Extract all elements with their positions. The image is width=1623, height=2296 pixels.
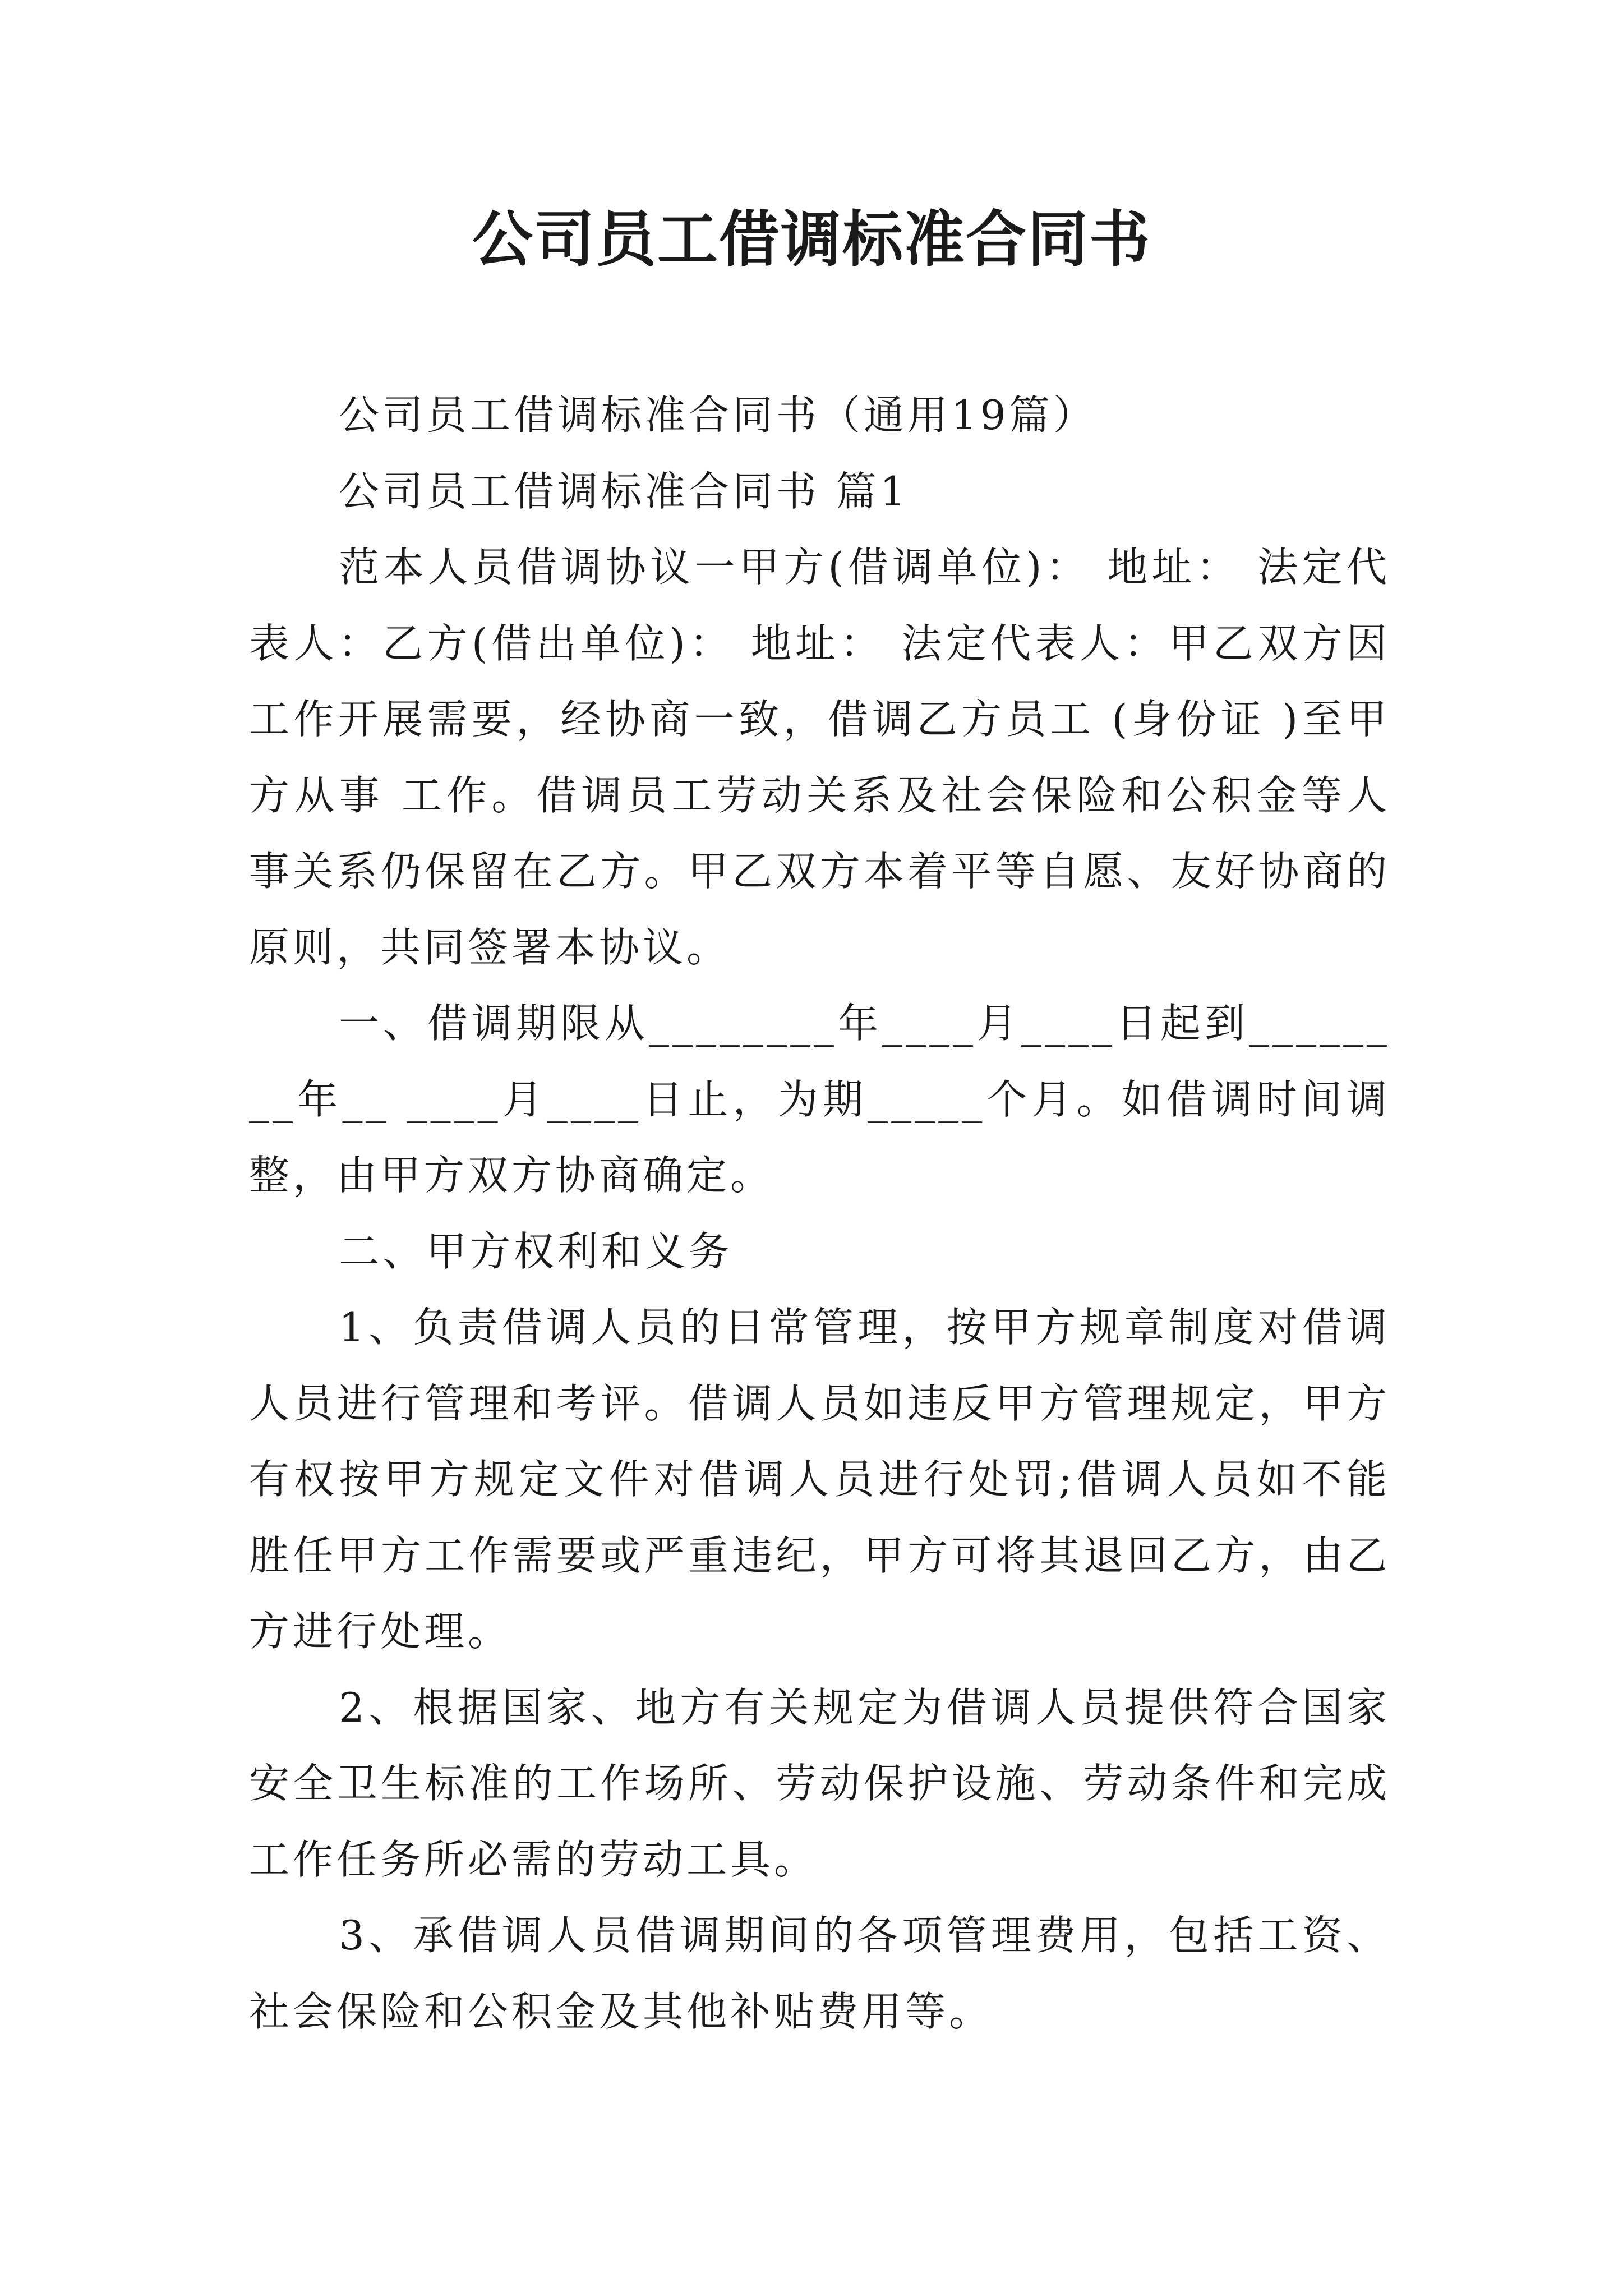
document-body bbox=[249, 378, 1390, 2050]
clause-heading: 二、甲方权利和义务 bbox=[339, 1227, 733, 1275]
clause-item-2: 2、根据国家、地方有关规定为借调人员提供符合国家安全卫生标准的工作场所、劳动保护设施、劳动条件和完成工作任务所必需的劳动工具。 bbox=[249, 1683, 1390, 1883]
intro-paragraph: 范本人员借调协议一甲方(借调单位)： 地址： 法定代表人：乙方(借出单位)： 地址： 法定代表人：甲乙双方因工作开展需要，经协商一致，借调乙方员工 (身份证 )至甲方从事 工作。借调员工劳动关系及社会保险和公积金等人事关系仍保留在乙方。甲乙双方本着平等自愿、友好协商的原则，共同签署本协议。 bbox=[249, 544, 1390, 971]
clause-term-paragraph: 一、借调期限从________年____月____日起到________年__ ____月____日止，为期_____个月。如借调时间调整，由甲方双方协商确定。 bbox=[249, 1000, 1390, 1199]
clause-item-3: 3、承借调人员借调期间的各项管理费用，包括工资、社会保险和公积金及其他补贴费用等。 bbox=[249, 1912, 1390, 2035]
document-title: 公司员工借调标准合同书 bbox=[472, 205, 1151, 275]
subtitle-paragraph: 公司员工借调标准合同书（通用19篇） bbox=[339, 392, 1097, 439]
clause-item-1: 1、负责借调人员的日常管理，按甲方规章制度对借调人员进行管理和考评。借调人员如违反甲方管理规定，甲方有权按甲方规定文件对借调人员进行处罚;借调人员如不能胜任甲方工作需要或严重违纪，甲方可将其退回乙方，由乙方进行处理。 bbox=[249, 1304, 1390, 1655]
section-heading: 公司员工借调标准合同书 篇1 bbox=[339, 467, 909, 515]
